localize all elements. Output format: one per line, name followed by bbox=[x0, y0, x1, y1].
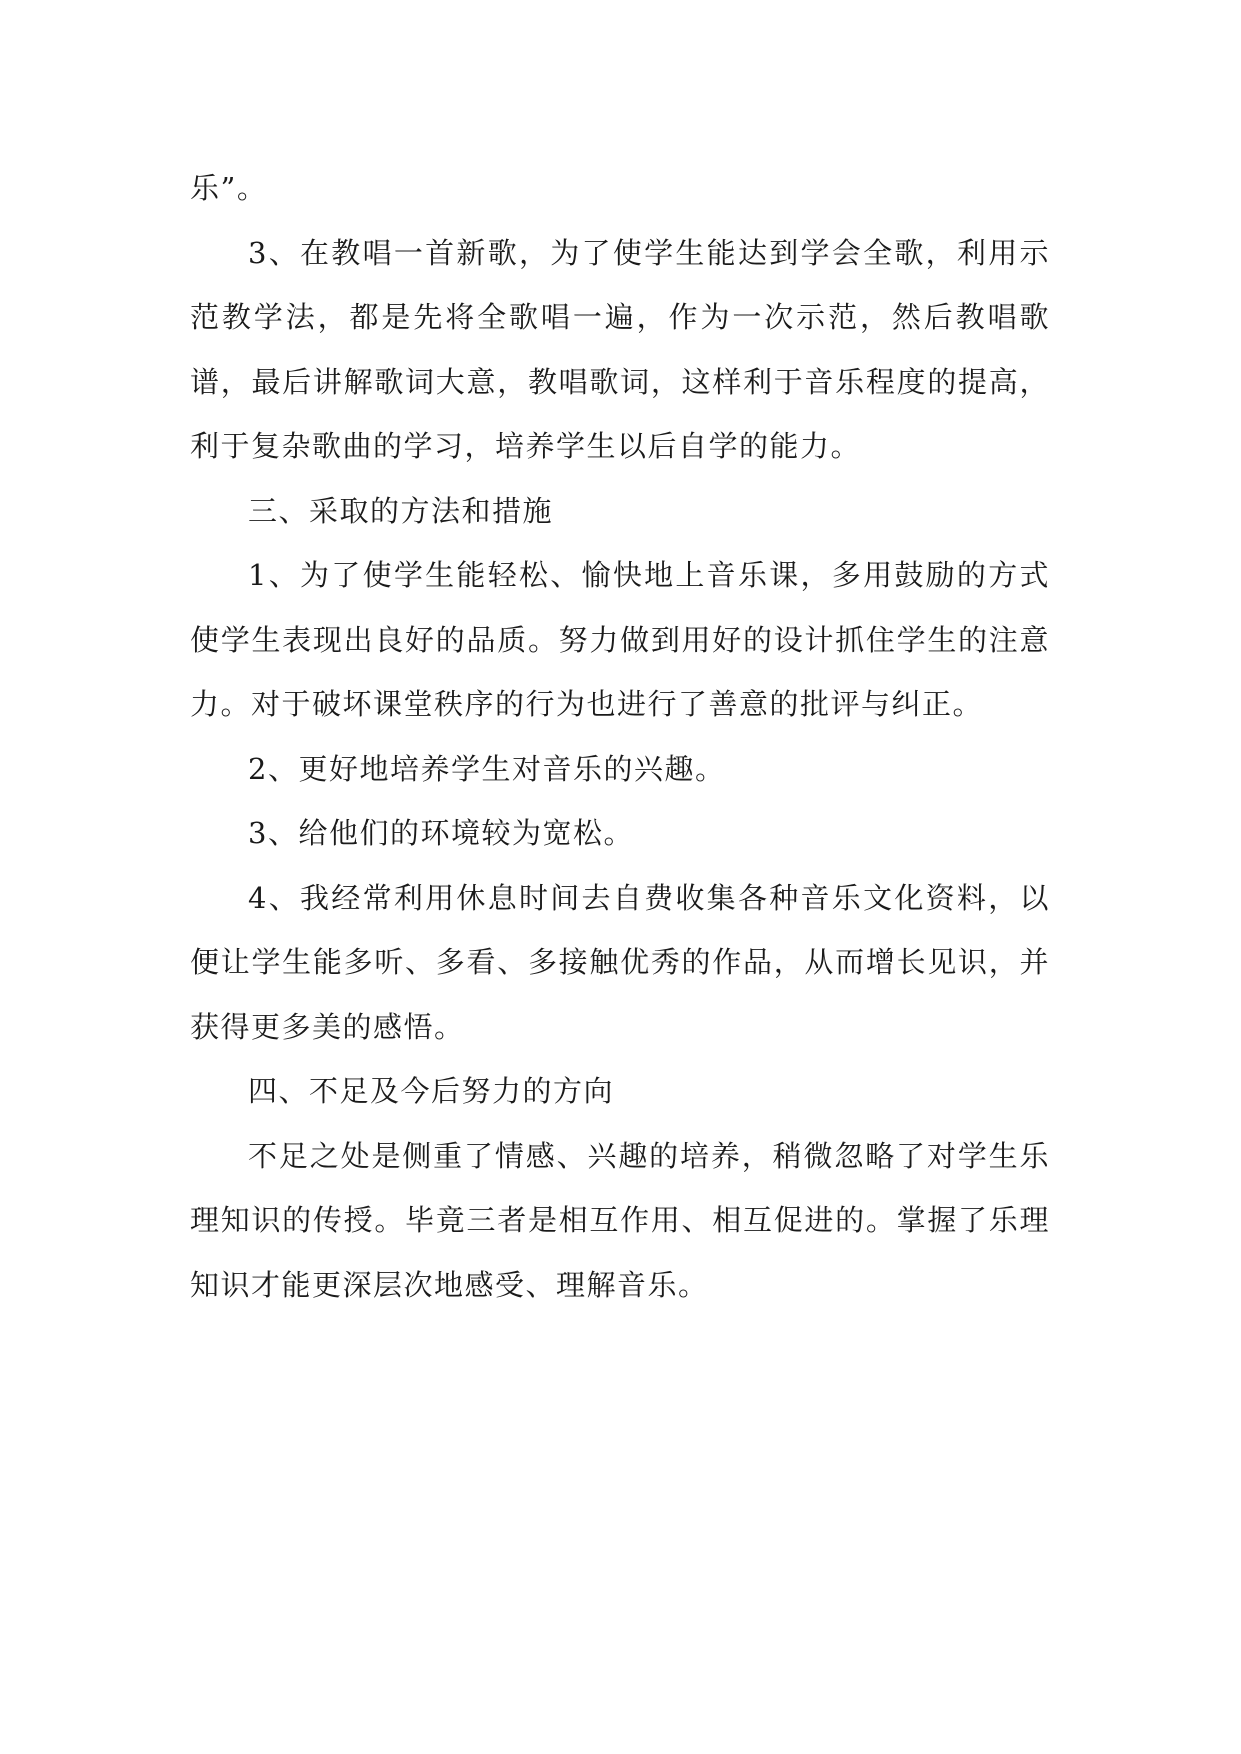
paragraph-method-4: 4、我经常利用休息时间去自费收集各种音乐文化资料，以便让学生能多听、多看、多接触优秀的作品，从而增长见识，并获得更多美的感悟。 bbox=[190, 880, 1050, 1044]
paragraph-item-3-teaching-songs: 3、在教唱一首新歌，为了使学生能达到学会全歌，利用示范教学法，都是先将全歌唱一遍，作为一次示范，然后教唱歌谱，最后讲解歌词大意，教唱歌词，这样利于音乐程度的提高，利于复杂歌曲的学习，培养学生以后自学的能力。 bbox=[190, 235, 1050, 463]
document-body bbox=[190, 156, 1050, 1317]
section-heading-shortcomings: 四、不足及今后努力的方向 bbox=[248, 1074, 615, 1108]
section-heading-methods: 三、采取的方法和措施 bbox=[248, 493, 554, 528]
paragraph-shortcomings: 不足之处是侧重了情感、兴趣的培养，稍微忽略了对学生乐理知识的传授。毕竟三者是相互作用、相互促进的。掌握了乐理知识才能更深层次地感受、理解音乐。 bbox=[190, 1138, 1050, 1302]
paragraph-method-2: 2、更好地培养学生对音乐的兴趣。 bbox=[248, 751, 726, 786]
paragraph-method-3: 3、给他们的环境较为宽松。 bbox=[248, 816, 634, 850]
paragraph-method-1: 1、为了使学生能轻松、愉快地上音乐课，多用鼓励的方式使学生表现出良好的品质。努力做到用好的设计抓住学生的注意力。对于破坏课堂秩序的行为也进行了善意的批评与纠正。 bbox=[190, 558, 1050, 721]
paragraph-continuation: 乐”。 bbox=[190, 171, 268, 205]
